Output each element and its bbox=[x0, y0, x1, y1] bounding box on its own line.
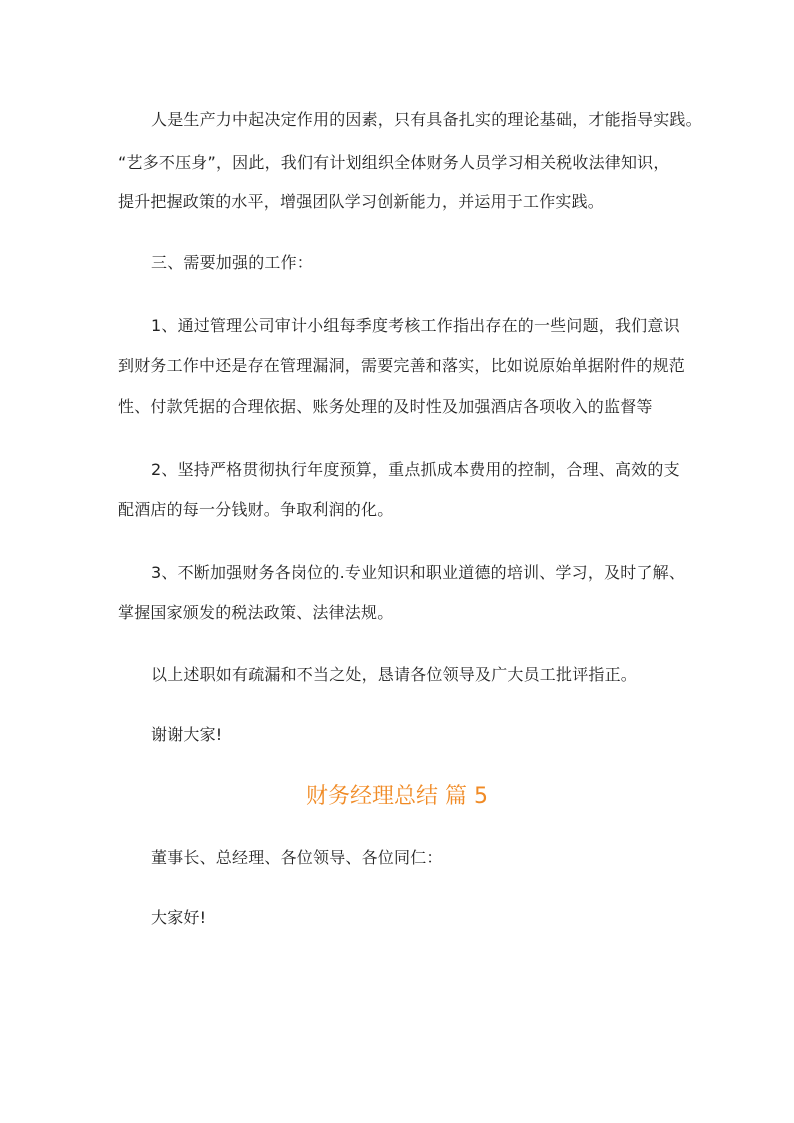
salutation-line: 董事长、总经理、各位领导、各位同仁： bbox=[151, 848, 443, 867]
paragraph-line: 掌握国家颁发的税法政策、法律法规。 bbox=[118, 603, 394, 622]
paragraph-line: 3、不断加强财务各岗位的.专业知识和职业道德的培训、学习，及时了解、 bbox=[151, 563, 686, 582]
paragraph-line: 2、坚持严格贯彻执行年度预算，重点抓成本费用的控制，合理、高效的支 bbox=[151, 460, 680, 479]
paragraph-line: 性、付款凭据的合理依据、账务处理的及时性及加强酒店各项收入的监督等 bbox=[118, 397, 653, 416]
section-heading: 财务经理总结 篇 5 bbox=[306, 784, 488, 809]
section-title: 三、需要加强的工作： bbox=[151, 253, 314, 272]
paragraph-line: “艺多不压身”，因此，我们有计划组织全体财务人员学习相关税收法律知识， bbox=[118, 153, 670, 172]
paragraph-line: 配酒店的每一分钱财。争取利润的化。 bbox=[118, 500, 394, 519]
thanks-line: 谢谢大家! bbox=[151, 725, 223, 744]
closing-line: 以上述职如有疏漏和不当之处，恳请各位领导及广大员工批评指正。 bbox=[151, 665, 638, 684]
paragraph-line: 1、通过管理公司审计小组每季度考核工作指出存在的一些问题，我们意识 bbox=[151, 316, 680, 335]
greeting-line: 大家好! bbox=[151, 908, 207, 927]
paragraph-line: 提升把握政策的水平，增强团队学习创新能力，并运用于工作实践。 bbox=[118, 192, 605, 211]
paragraph-line: 人是生产力中起决定作用的因素，只有具备扎实的理论基础，才能指导实践。 bbox=[151, 110, 702, 129]
paragraph-line: 到财务工作中还是存在管理漏洞，需要完善和落实，比如说原始单据附件的规范 bbox=[118, 356, 686, 375]
